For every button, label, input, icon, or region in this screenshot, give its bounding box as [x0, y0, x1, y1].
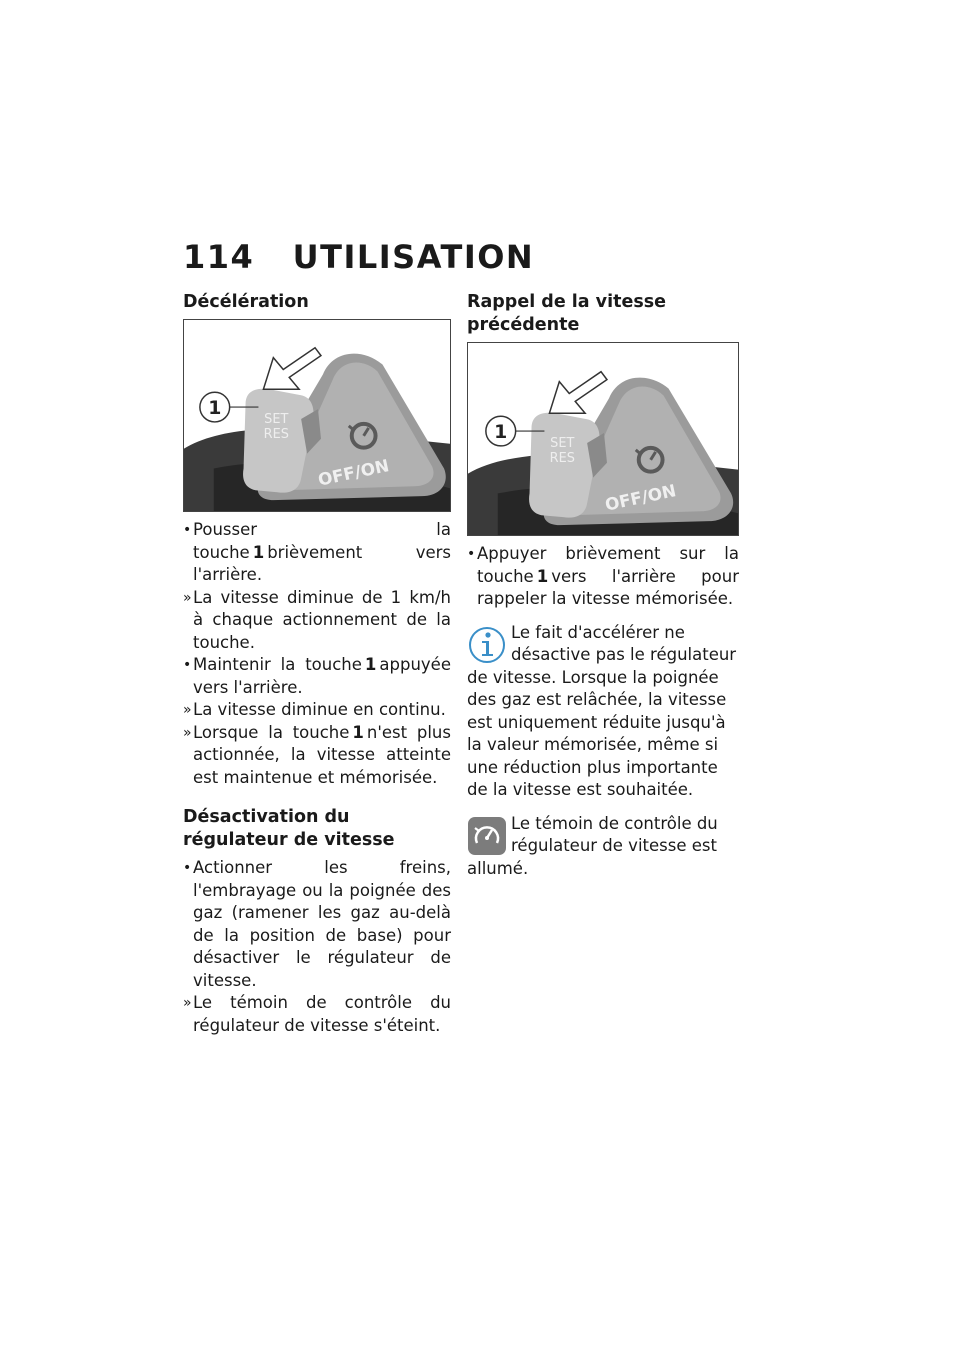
figure-callout: 1 [494, 422, 508, 444]
notice-text: Le témoin de contrôle du régulateur de vitesse est allumé. [467, 813, 718, 878]
list-item: • Appuyer brièvement sur la touche 1 vers l'arrière pour rappeler la vitesse mémorisée. [467, 544, 739, 608]
off-on-label: OFF/ON [316, 455, 391, 490]
list-item: • Maintenir la touche 1 appuyée vers l'arrière. [183, 655, 451, 697]
page-number: 114 [183, 238, 255, 276]
page-header [183, 238, 534, 276]
res-label: RES [263, 426, 289, 442]
section-title: UTILISATION [292, 238, 535, 276]
heading-deactivation: Désactivation du régulateur de vitesse [183, 807, 395, 850]
list-item: » Le témoin de contrôle du régulateur de vitesse s'éteint. [183, 993, 451, 1035]
res-label: RES [549, 450, 575, 466]
list-item: • Actionner les freins, l'embrayage ou la poignée des gaz (ramener les gaz au-delà de la position de base) pour désactiver le régulateur de vitesse. [183, 858, 451, 990]
switch-figure-recall [467, 342, 739, 536]
list-item: » La vitesse diminue de 1 km/h à chaque actionnement de la touche. [183, 587, 451, 652]
switch-figure-deceleration [183, 319, 451, 512]
info-notice [467, 622, 739, 802]
list-item: » La vitesse diminue en continu. [183, 700, 446, 719]
right-column [467, 291, 739, 880]
off-on-label: OFF/ON [603, 480, 678, 515]
indicator-notice [467, 813, 739, 881]
set-label: SET [264, 411, 289, 427]
list-item: • Pousser la touche 1 brièvement vers l'arrière. [183, 520, 451, 584]
set-label: SET [550, 435, 575, 451]
heading-deceleration: Décélération [183, 292, 309, 312]
notice-text: Le fait d'accélérer ne désactive pas le régulateur de vitesse. Lorsque la poignée des gaz est relâchée, la vitesse est uniquement réduite jusqu'à la valeur mémorisée, même si une réduction plus importante de la vitesse est souhaitée. [467, 622, 737, 799]
heading-recall: Rappel de la vitesse précédente [467, 292, 667, 335]
info-icon [467, 625, 507, 665]
cruise-control-icon [467, 816, 507, 856]
left-column [183, 291, 451, 1037]
list-item: » Lorsque la touche 1 n'est plus actionnée, la vitesse atteinte est maintenue et mémorisée. [183, 722, 451, 787]
figure-callout: 1 [208, 398, 222, 420]
